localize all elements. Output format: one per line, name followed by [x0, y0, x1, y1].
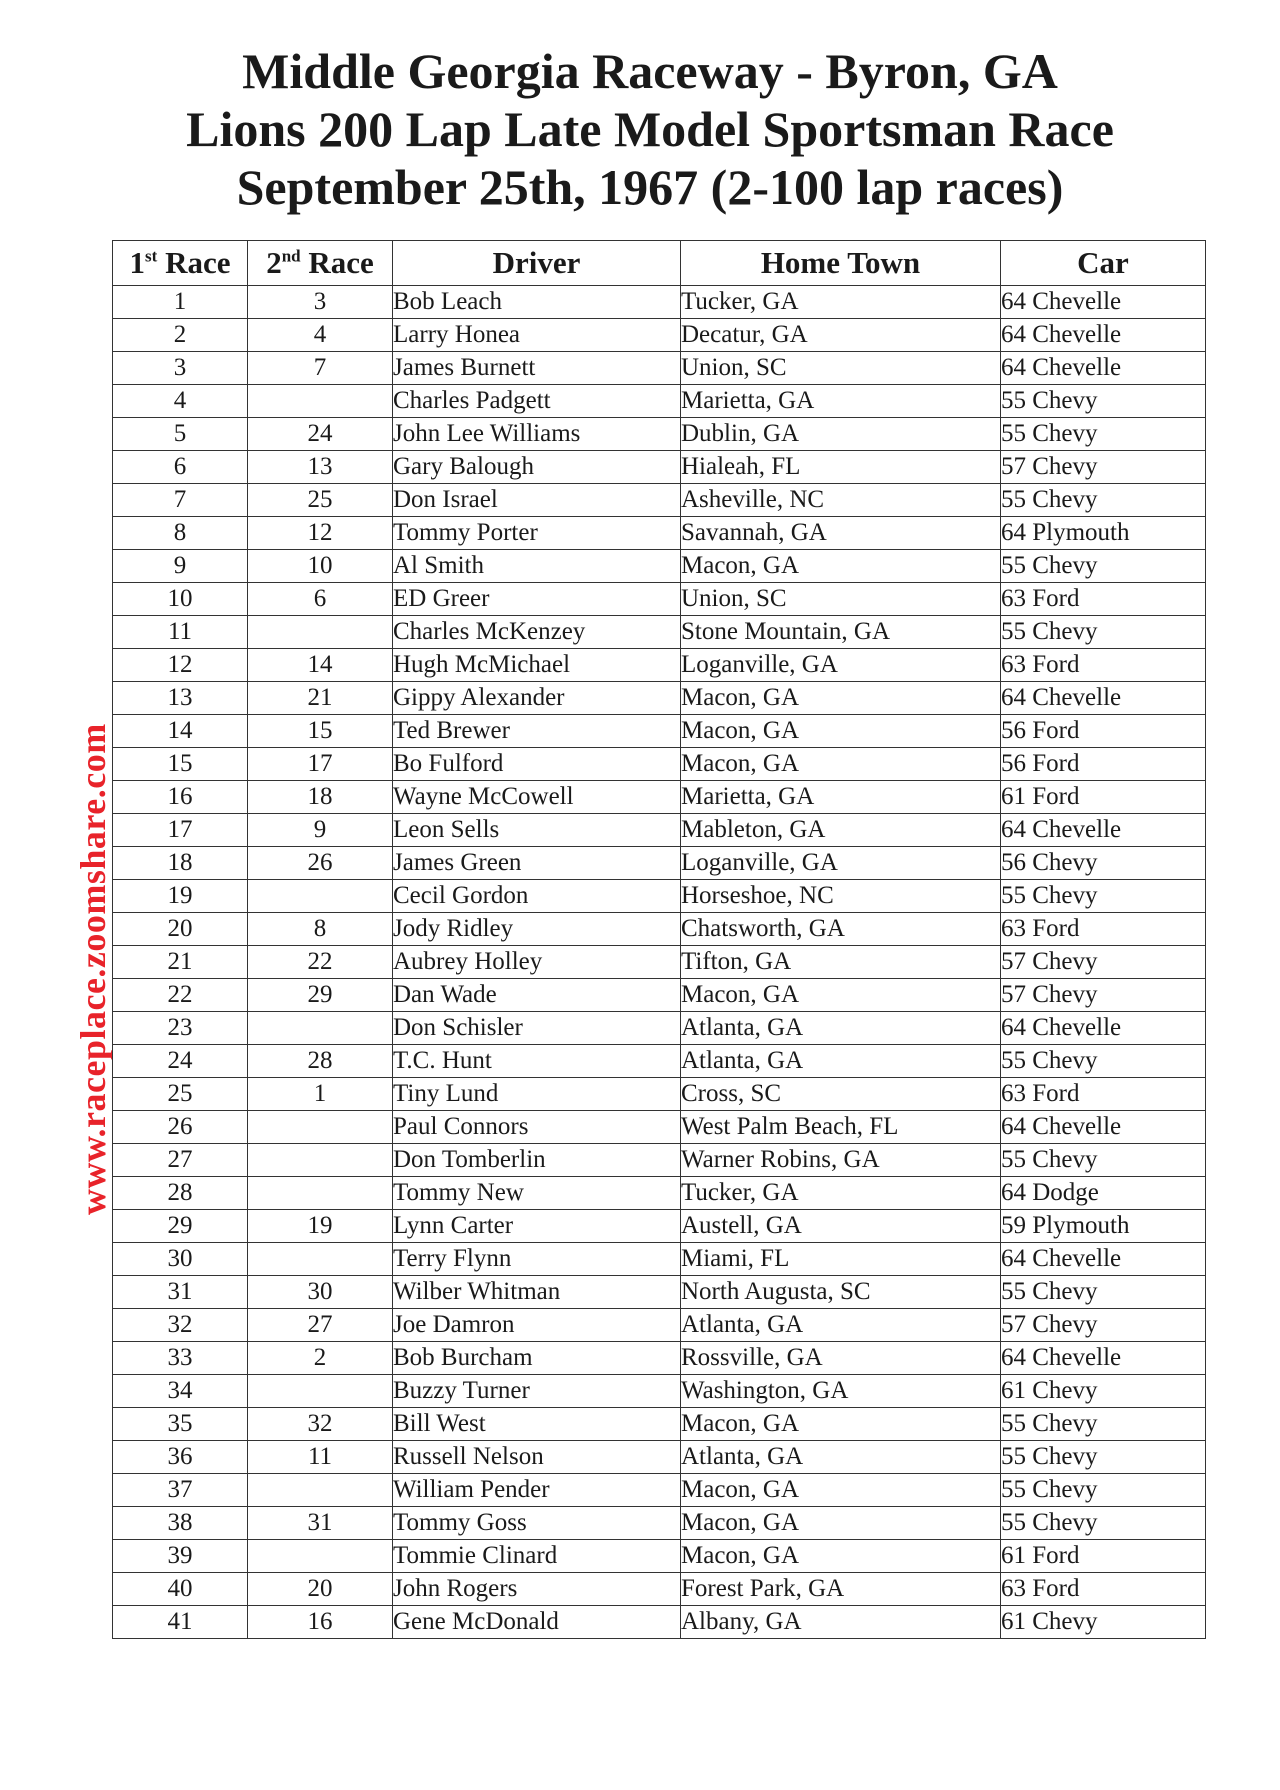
cell-hometown: Tucker, GA [681, 286, 1001, 319]
cell-first-race: 38 [113, 1507, 248, 1540]
cell-second-race: 12 [248, 517, 393, 550]
cell-hometown: Macon, GA [681, 1540, 1001, 1573]
cell-driver: Bo Fulford [393, 748, 681, 781]
cell-driver: Tiny Lund [393, 1078, 681, 1111]
cell-second-race [248, 1111, 393, 1144]
header-hometown: Home Town [681, 241, 1001, 286]
cell-second-race [248, 1177, 393, 1210]
cell-driver: Hugh McMichael [393, 649, 681, 682]
cell-first-race: 22 [113, 979, 248, 1012]
header-car: Car [1001, 241, 1206, 286]
cell-second-race [248, 880, 393, 913]
table-row [113, 847, 1206, 880]
cell-second-race: 21 [248, 682, 393, 715]
cell-first-race: 2 [113, 319, 248, 352]
cell-hometown: Savannah, GA [681, 517, 1001, 550]
cell-hometown: Atlanta, GA [681, 1309, 1001, 1342]
cell-car: 57 Chevy [1001, 1309, 1206, 1342]
cell-car: 55 Chevy [1001, 1507, 1206, 1540]
cell-first-race: 20 [113, 913, 248, 946]
cell-first-race: 1 [113, 286, 248, 319]
cell-hometown: Loganville, GA [681, 847, 1001, 880]
cell-second-race: 26 [248, 847, 393, 880]
cell-driver: Don Tomberlin [393, 1144, 681, 1177]
cell-second-race [248, 1012, 393, 1045]
table-row [113, 1078, 1206, 1111]
cell-hometown: Forest Park, GA [681, 1573, 1001, 1606]
cell-first-race: 24 [113, 1045, 248, 1078]
cell-car: 55 Chevy [1001, 550, 1206, 583]
cell-hometown: Loganville, GA [681, 649, 1001, 682]
cell-driver: Don Israel [393, 484, 681, 517]
table-row [113, 1309, 1206, 1342]
cell-first-race: 35 [113, 1408, 248, 1441]
cell-car: 55 Chevy [1001, 1441, 1206, 1474]
cell-car: 64 Chevelle [1001, 814, 1206, 847]
cell-car: 61 Ford [1001, 781, 1206, 814]
cell-first-race: 19 [113, 880, 248, 913]
cell-hometown: Warner Robins, GA [681, 1144, 1001, 1177]
cell-hometown: Macon, GA [681, 715, 1001, 748]
cell-second-race [248, 1540, 393, 1573]
cell-hometown: Atlanta, GA [681, 1441, 1001, 1474]
cell-hometown: Macon, GA [681, 550, 1001, 583]
cell-first-race: 30 [113, 1243, 248, 1276]
table-row [113, 1177, 1206, 1210]
table-row [113, 385, 1206, 418]
cell-second-race: 15 [248, 715, 393, 748]
title-line-track: Middle Georgia Raceway - Byron, GA [242, 43, 1058, 99]
cell-driver: Aubrey Holley [393, 946, 681, 979]
header-first-race-num: 1 [129, 245, 146, 280]
cell-car: 57 Chevy [1001, 979, 1206, 1012]
cell-driver: James Green [393, 847, 681, 880]
table-row [113, 682, 1206, 715]
cell-driver: John Rogers [393, 1573, 681, 1606]
cell-second-race: 14 [248, 649, 393, 682]
header-row [113, 241, 1206, 286]
cell-first-race: 13 [113, 682, 248, 715]
table-row [113, 451, 1206, 484]
table-row [113, 517, 1206, 550]
table-row [113, 583, 1206, 616]
cell-car: 55 Chevy [1001, 616, 1206, 649]
table-row [113, 1243, 1206, 1276]
cell-driver: Bill West [393, 1408, 681, 1441]
cell-hometown: Macon, GA [681, 748, 1001, 781]
cell-driver: Bob Leach [393, 286, 681, 319]
cell-car: 61 Chevy [1001, 1375, 1206, 1408]
cell-driver: Dan Wade [393, 979, 681, 1012]
header-first-race-suffix: st [145, 246, 158, 266]
cell-driver: Tommy Porter [393, 517, 681, 550]
cell-second-race: 28 [248, 1045, 393, 1078]
table-row [113, 418, 1206, 451]
table-row [113, 946, 1206, 979]
cell-second-race: 31 [248, 1507, 393, 1540]
header-second-race [248, 241, 393, 286]
table-row [113, 1012, 1206, 1045]
cell-car: 57 Chevy [1001, 451, 1206, 484]
cell-first-race: 28 [113, 1177, 248, 1210]
cell-car: 55 Chevy [1001, 880, 1206, 913]
cell-second-race: 9 [248, 814, 393, 847]
title-line-date: September 25th, 1967 (2-100 lap races) [236, 159, 1064, 215]
cell-driver: Larry Honea [393, 319, 681, 352]
cell-car: 55 Chevy [1001, 1276, 1206, 1309]
table-row [113, 913, 1206, 946]
cell-driver: Jody Ridley [393, 913, 681, 946]
cell-second-race: 20 [248, 1573, 393, 1606]
cell-first-race: 6 [113, 451, 248, 484]
header-first-race-word: Race [157, 245, 231, 280]
cell-driver: Bob Burcham [393, 1342, 681, 1375]
cell-driver: James Burnett [393, 352, 681, 385]
cell-hometown: Chatsworth, GA [681, 913, 1001, 946]
table-row [113, 484, 1206, 517]
cell-driver: Tommie Clinard [393, 1540, 681, 1573]
table-row [113, 1441, 1206, 1474]
cell-first-race: 16 [113, 781, 248, 814]
cell-second-race: 10 [248, 550, 393, 583]
cell-driver: Gene McDonald [393, 1606, 681, 1639]
cell-first-race: 25 [113, 1078, 248, 1111]
table-row [113, 352, 1206, 385]
cell-car: 55 Chevy [1001, 1408, 1206, 1441]
cell-hometown: Marietta, GA [681, 781, 1001, 814]
cell-driver: Wayne McCowell [393, 781, 681, 814]
cell-driver: Charles Padgett [393, 385, 681, 418]
cell-car: 64 Chevelle [1001, 1342, 1206, 1375]
table-row [113, 814, 1206, 847]
table-row [113, 1474, 1206, 1507]
cell-driver: Gippy Alexander [393, 682, 681, 715]
cell-second-race: 7 [248, 352, 393, 385]
cell-second-race [248, 616, 393, 649]
cell-second-race: 25 [248, 484, 393, 517]
watermark-url: www.raceplace.zoomshare.com [73, 723, 113, 1215]
cell-driver: Leon Sells [393, 814, 681, 847]
cell-second-race: 24 [248, 418, 393, 451]
cell-car: 63 Ford [1001, 583, 1206, 616]
table-row [113, 715, 1206, 748]
table-row [113, 1606, 1206, 1639]
cell-driver: Joe Damron [393, 1309, 681, 1342]
cell-first-race: 39 [113, 1540, 248, 1573]
cell-hometown: Macon, GA [681, 682, 1001, 715]
cell-first-race: 36 [113, 1441, 248, 1474]
cell-first-race: 10 [113, 583, 248, 616]
table-row [113, 1540, 1206, 1573]
cell-hometown: Stone Mountain, GA [681, 616, 1001, 649]
cell-car: 63 Ford [1001, 913, 1206, 946]
cell-first-race: 3 [113, 352, 248, 385]
cell-driver: Russell Nelson [393, 1441, 681, 1474]
cell-hometown: Atlanta, GA [681, 1045, 1001, 1078]
cell-driver: Buzzy Turner [393, 1375, 681, 1408]
header-second-race-num: 2 [266, 245, 282, 280]
header-driver: Driver [393, 241, 681, 286]
cell-hometown: Rossville, GA [681, 1342, 1001, 1375]
header-first-race [113, 241, 248, 286]
cell-car: 56 Ford [1001, 748, 1206, 781]
cell-driver: Lynn Carter [393, 1210, 681, 1243]
cell-second-race: 3 [248, 286, 393, 319]
cell-second-race: 6 [248, 583, 393, 616]
cell-car: 59 Plymouth [1001, 1210, 1206, 1243]
cell-first-race: 34 [113, 1375, 248, 1408]
cell-car: 64 Chevelle [1001, 286, 1206, 319]
cell-first-race: 9 [113, 550, 248, 583]
cell-car: 55 Chevy [1001, 418, 1206, 451]
cell-second-race: 18 [248, 781, 393, 814]
cell-hometown: Tucker, GA [681, 1177, 1001, 1210]
cell-car: 57 Chevy [1001, 946, 1206, 979]
cell-car: 64 Chevelle [1001, 1012, 1206, 1045]
cell-driver: Charles McKenzey [393, 616, 681, 649]
cell-second-race: 8 [248, 913, 393, 946]
cell-hometown: Horseshoe, NC [681, 880, 1001, 913]
cell-first-race: 4 [113, 385, 248, 418]
cell-hometown: Dublin, GA [681, 418, 1001, 451]
cell-first-race: 7 [113, 484, 248, 517]
cell-second-race: 4 [248, 319, 393, 352]
cell-hometown: Union, SC [681, 352, 1001, 385]
cell-car: 55 Chevy [1001, 1045, 1206, 1078]
cell-second-race: 30 [248, 1276, 393, 1309]
cell-hometown: Asheville, NC [681, 484, 1001, 517]
table-row [113, 880, 1206, 913]
cell-first-race: 26 [113, 1111, 248, 1144]
cell-hometown: Marietta, GA [681, 385, 1001, 418]
cell-first-race: 21 [113, 946, 248, 979]
header-second-race-suffix: nd [281, 246, 301, 266]
title-line-event: Lions 200 Lap Late Model Sportsman Race [186, 101, 1114, 157]
cell-first-race: 8 [113, 517, 248, 550]
cell-first-race: 18 [113, 847, 248, 880]
table-row [113, 649, 1206, 682]
cell-second-race [248, 1243, 393, 1276]
cell-first-race: 5 [113, 418, 248, 451]
cell-second-race: 11 [248, 1441, 393, 1474]
cell-car: 64 Chevelle [1001, 1243, 1206, 1276]
cell-first-race: 31 [113, 1276, 248, 1309]
cell-driver: T.C. Hunt [393, 1045, 681, 1078]
cell-car: 55 Chevy [1001, 1474, 1206, 1507]
table-row [113, 979, 1206, 1012]
table-row [113, 319, 1206, 352]
cell-second-race: 27 [248, 1309, 393, 1342]
cell-hometown: North Augusta, SC [681, 1276, 1001, 1309]
cell-hometown: Cross, SC [681, 1078, 1001, 1111]
cell-car: 63 Ford [1001, 1078, 1206, 1111]
cell-first-race: 12 [113, 649, 248, 682]
cell-hometown: Decatur, GA [681, 319, 1001, 352]
cell-hometown: Atlanta, GA [681, 1012, 1001, 1045]
cell-driver: Terry Flynn [393, 1243, 681, 1276]
cell-driver: Tommy New [393, 1177, 681, 1210]
cell-hometown: Washington, GA [681, 1375, 1001, 1408]
cell-hometown: Macon, GA [681, 1408, 1001, 1441]
cell-car: 63 Ford [1001, 1573, 1206, 1606]
cell-driver: Al Smith [393, 550, 681, 583]
cell-car: 56 Ford [1001, 715, 1206, 748]
table-row [113, 1573, 1206, 1606]
cell-first-race: 23 [113, 1012, 248, 1045]
table-row [113, 1144, 1206, 1177]
cell-second-race: 2 [248, 1342, 393, 1375]
cell-hometown: Union, SC [681, 583, 1001, 616]
cell-second-race [248, 1474, 393, 1507]
results-table [112, 240, 1206, 1639]
cell-hometown: Mableton, GA [681, 814, 1001, 847]
cell-car: 61 Ford [1001, 1540, 1206, 1573]
page-title [0, 42, 1280, 216]
cell-first-race: 41 [113, 1606, 248, 1639]
table-row [113, 1507, 1206, 1540]
table-row [113, 550, 1206, 583]
cell-car: 55 Chevy [1001, 1144, 1206, 1177]
cell-hometown: Miami, FL [681, 1243, 1001, 1276]
cell-driver: Gary Balough [393, 451, 681, 484]
cell-second-race: 29 [248, 979, 393, 1012]
cell-first-race: 32 [113, 1309, 248, 1342]
cell-second-race: 32 [248, 1408, 393, 1441]
table-row [113, 286, 1206, 319]
cell-car: 64 Chevelle [1001, 1111, 1206, 1144]
cell-car: 56 Chevy [1001, 847, 1206, 880]
cell-driver: ED Greer [393, 583, 681, 616]
cell-hometown: Macon, GA [681, 1507, 1001, 1540]
table-row [113, 1111, 1206, 1144]
cell-car: 64 Chevelle [1001, 352, 1206, 385]
table-row [113, 748, 1206, 781]
cell-second-race: 19 [248, 1210, 393, 1243]
cell-car: 64 Chevelle [1001, 682, 1206, 715]
table-row [113, 1210, 1206, 1243]
cell-second-race [248, 1375, 393, 1408]
cell-hometown: Albany, GA [681, 1606, 1001, 1639]
header-second-race-word: Race [300, 245, 374, 280]
cell-car: 55 Chevy [1001, 484, 1206, 517]
cell-first-race: 14 [113, 715, 248, 748]
cell-second-race: 13 [248, 451, 393, 484]
cell-driver: William Pender [393, 1474, 681, 1507]
table-row [113, 781, 1206, 814]
cell-car: 64 Plymouth [1001, 517, 1206, 550]
cell-first-race: 29 [113, 1210, 248, 1243]
cell-second-race [248, 1144, 393, 1177]
cell-second-race [248, 385, 393, 418]
cell-second-race: 1 [248, 1078, 393, 1111]
cell-driver: Wilber Whitman [393, 1276, 681, 1309]
cell-first-race: 37 [113, 1474, 248, 1507]
cell-hometown: Macon, GA [681, 1474, 1001, 1507]
cell-hometown: Hialeah, FL [681, 451, 1001, 484]
cell-first-race: 17 [113, 814, 248, 847]
cell-driver: John Lee Williams [393, 418, 681, 451]
cell-first-race: 15 [113, 748, 248, 781]
cell-first-race: 40 [113, 1573, 248, 1606]
cell-driver: Paul Connors [393, 1111, 681, 1144]
cell-second-race: 22 [248, 946, 393, 979]
cell-car: 63 Ford [1001, 649, 1206, 682]
table-row [113, 616, 1206, 649]
table-row [113, 1276, 1206, 1309]
table-row [113, 1342, 1206, 1375]
cell-driver: Cecil Gordon [393, 880, 681, 913]
table-row [113, 1045, 1206, 1078]
cell-first-race: 27 [113, 1144, 248, 1177]
cell-hometown: Tifton, GA [681, 946, 1001, 979]
table-row [113, 1408, 1206, 1441]
cell-second-race: 16 [248, 1606, 393, 1639]
cell-car: 64 Dodge [1001, 1177, 1206, 1210]
cell-car: 61 Chevy [1001, 1606, 1206, 1639]
cell-hometown: West Palm Beach, FL [681, 1111, 1001, 1144]
cell-hometown: Macon, GA [681, 979, 1001, 1012]
cell-driver: Ted Brewer [393, 715, 681, 748]
cell-first-race: 11 [113, 616, 248, 649]
cell-driver: Tommy Goss [393, 1507, 681, 1540]
cell-first-race: 33 [113, 1342, 248, 1375]
cell-hometown: Austell, GA [681, 1210, 1001, 1243]
cell-car: 64 Chevelle [1001, 319, 1206, 352]
cell-second-race: 17 [248, 748, 393, 781]
cell-car: 55 Chevy [1001, 385, 1206, 418]
cell-driver: Don Schisler [393, 1012, 681, 1045]
table-row [113, 1375, 1206, 1408]
